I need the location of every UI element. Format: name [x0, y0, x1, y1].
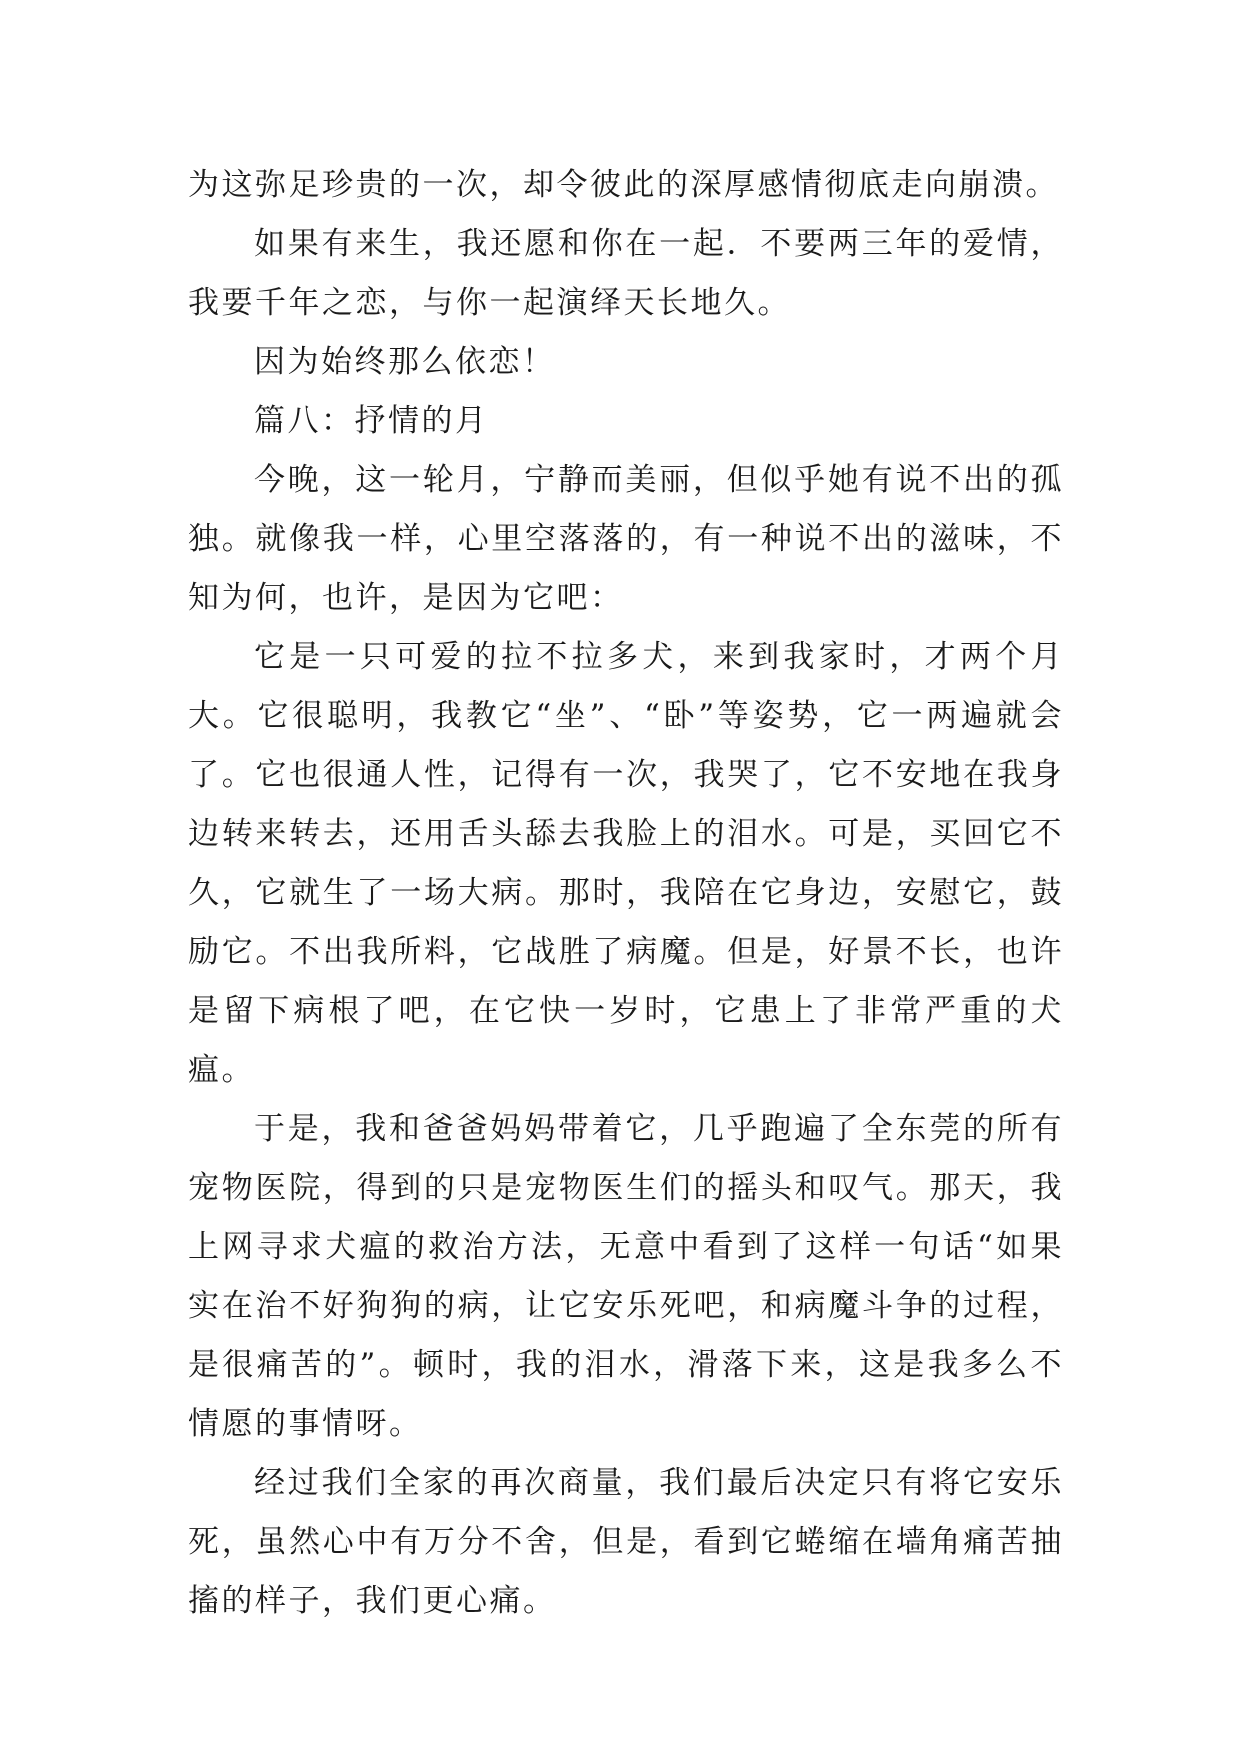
paragraph: 今晚，这一轮月，宁静而美丽，但似乎她有说不出的孤独。就像我一样，心里空落落的，有一种说不出的滋味，不知为何，也许，是因为它吧： [188, 462, 1064, 616]
paragraph: 于是，我和爸爸妈妈带着它，几乎跑遍了全东莞的所有宠物医院，得到的只是宠物医生们的摇头和叹气。那天，我上网寻求犬瘟的救治方法，无意中看到了这样一句话“如果实在治不好狗狗的病，让它安乐死吧，和病魔斗争的过程，是很痛苦的”。顿时，我的泪水，滑落下来，这是我多么不情愿的事情呀。 [188, 1111, 1064, 1442]
paragraph: 因为始终那么依恋！ [254, 344, 556, 380]
section-heading: 篇八：抒情的月 [254, 403, 489, 439]
paragraph: 经过我们全家的再次商量，我们最后决定只有将它安乐死，虽然心中有万分不舍，但是，看到它蜷缩在墙角痛苦抽搐的样子，我们更心痛。 [188, 1465, 1064, 1619]
document-body [188, 156, 1064, 1631]
paragraph: 如果有来生，我还愿和你在一起．不要两三年的爱情，我要千年之恋，与你一起演绎天长地久。 [188, 226, 1064, 321]
paragraph-continuation: 为这弥足珍贵的一次，却令彼此的深厚感情彻底走向崩溃。 [188, 167, 1059, 203]
paragraph: 它是一只可爱的拉不拉多犬，来到我家时，才两个月大。它很聪明，我教它“坐”、“卧”等姿势，它一两遍就会了。它也很通人性，记得有一次，我哭了，它不安地在我身边转来转去，还用舌头舔去我脸上的泪水。可是，买回它不久，它就生了一场大病。那时，我陪在它身边，安慰它，鼓励它。不出我所料，它战胜了病魔。但是，好景不长，也许是留下病根了吧，在它快一岁时，它患上了非常严重的犬瘟。 [188, 639, 1064, 1088]
